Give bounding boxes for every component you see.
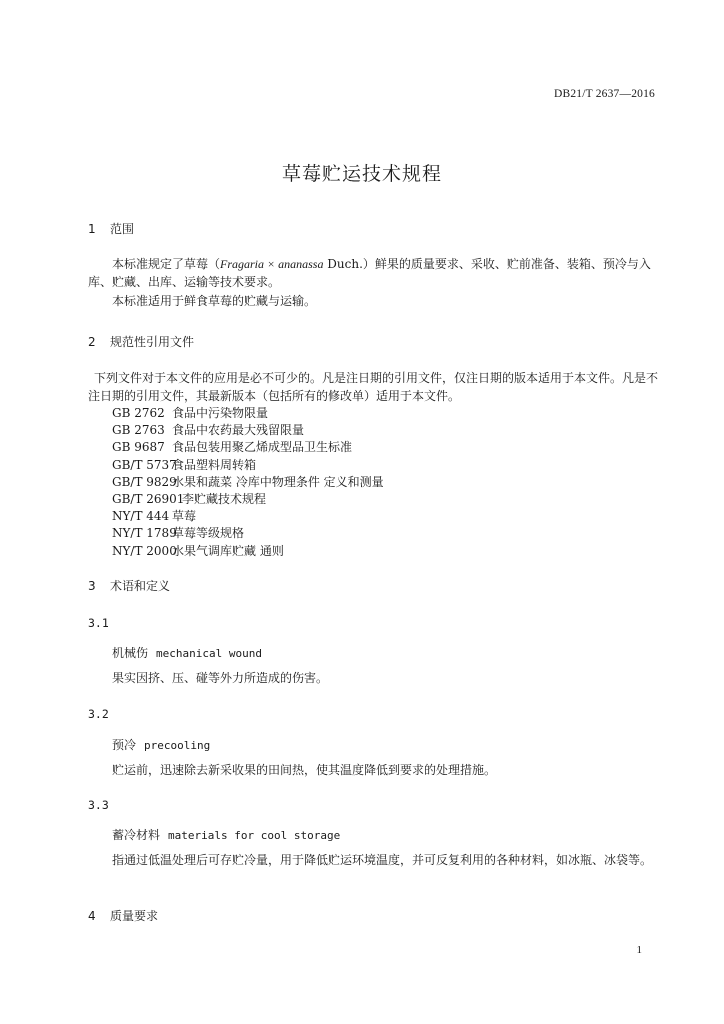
reference-title: 食品中农药最大残留限量: [172, 423, 305, 438]
section-number: 1: [88, 222, 96, 236]
scope-text-a: 本标准规定了草莓（: [112, 257, 221, 271]
term-en: mechanical wound: [156, 647, 262, 660]
term-definition: 果实因挤、压、碰等外力所造成的伤害。: [112, 671, 329, 685]
section-title: 质量要求: [110, 909, 159, 923]
reference-code: GB 2763: [112, 423, 165, 438]
reference-title: 食品包装用聚乙烯成型品卫生标准: [172, 440, 353, 455]
standard-number: DB21/T 2637—2016: [553, 88, 655, 100]
reference-item: [112, 457, 384, 474]
reference-title: 李贮藏技术规程: [182, 492, 267, 507]
section-1-heading: [88, 220, 134, 237]
term-number: 3.3: [88, 798, 109, 812]
term-heading: [112, 826, 340, 843]
references-intro: 下列文件对于本文件的应用是必不可少的。凡是注日期的引用文件，仅注日期的版本适用于本文件。凡是不注日期的引用文件，其最新版本（包括所有的修改单）适用于本文件。: [88, 371, 659, 403]
scientific-name: Fragaria × ananassa: [220, 257, 324, 271]
reference-item: [112, 491, 384, 508]
section-number: 3: [88, 579, 96, 593]
section-number: 2: [88, 335, 96, 349]
term-en: materials for cool storage: [168, 829, 341, 842]
term-zh: 机械伤: [112, 646, 149, 660]
scope-paragraph-1: [88, 255, 658, 291]
reference-code: GB/T 9829: [112, 474, 177, 489]
term-number: 3.2: [88, 707, 109, 721]
section-2-heading: [88, 333, 194, 350]
page-number: 1: [636, 944, 642, 956]
term-definition: 指通过低温处理后可存贮冷量，用于降低贮运环境温度，并可反复利用的各种材料，如冰瓶、冰袋等。: [112, 853, 653, 867]
reference-item: [112, 405, 384, 422]
reference-title: 食品中污染物限量: [172, 406, 269, 420]
reference-code: GB/T 5737: [112, 457, 177, 472]
section-number: 4: [88, 909, 96, 923]
reference-code: GB 9687: [112, 440, 165, 455]
section-title: 范围: [110, 222, 135, 236]
reference-title: 水果气调库贮藏 通则: [172, 543, 284, 558]
term-zh: 蓄冷材料: [112, 828, 161, 842]
term-number: 3.1: [88, 616, 109, 630]
term-en: precooling: [144, 739, 211, 752]
scope-paragraph-2: 本标准适用于鲜食草莓的贮藏与运输。: [112, 294, 317, 308]
reference-item: [112, 439, 384, 456]
reference-code: NY/T 1789: [112, 526, 177, 541]
term-heading: [112, 644, 262, 661]
term-zh: 预冷: [112, 738, 137, 752]
section-title: 术语和定义: [110, 579, 171, 593]
reference-item: [112, 508, 384, 525]
document-title: 草莓贮运技术规程: [281, 163, 442, 185]
reference-title: 草莓: [172, 509, 197, 524]
section-title: 规范性引用文件: [110, 335, 195, 349]
reference-item: [112, 543, 384, 560]
reference-title: 草莓等级规格: [172, 526, 245, 541]
reference-title: 食品塑料周转箱: [172, 457, 257, 472]
term-heading: [112, 736, 210, 753]
reference-item: [112, 525, 384, 542]
reference-item: [112, 422, 384, 439]
section-3-heading: [88, 577, 170, 594]
reference-code: NY/T 444: [112, 509, 170, 524]
reference-code: GB 2762: [112, 406, 165, 420]
reference-code: GB/T 26901: [112, 492, 185, 507]
reference-item: [112, 474, 384, 491]
reference-title: 水果和蔬菜 冷库中物理条件 定义和测量: [172, 474, 384, 489]
term-definition: 贮运前，迅速除去新采收果的田间热，使其温度降低到要求的处理措施。: [112, 763, 497, 777]
section-4-heading: [88, 907, 158, 924]
reference-list: [112, 405, 384, 560]
scope-text-b: Duch.）鲜果的质量要求、采收、贮前准备、装箱、预冷与入库、贮藏、出库、运输等技术要求。: [88, 257, 651, 289]
reference-code: NY/T 2000: [112, 543, 177, 558]
